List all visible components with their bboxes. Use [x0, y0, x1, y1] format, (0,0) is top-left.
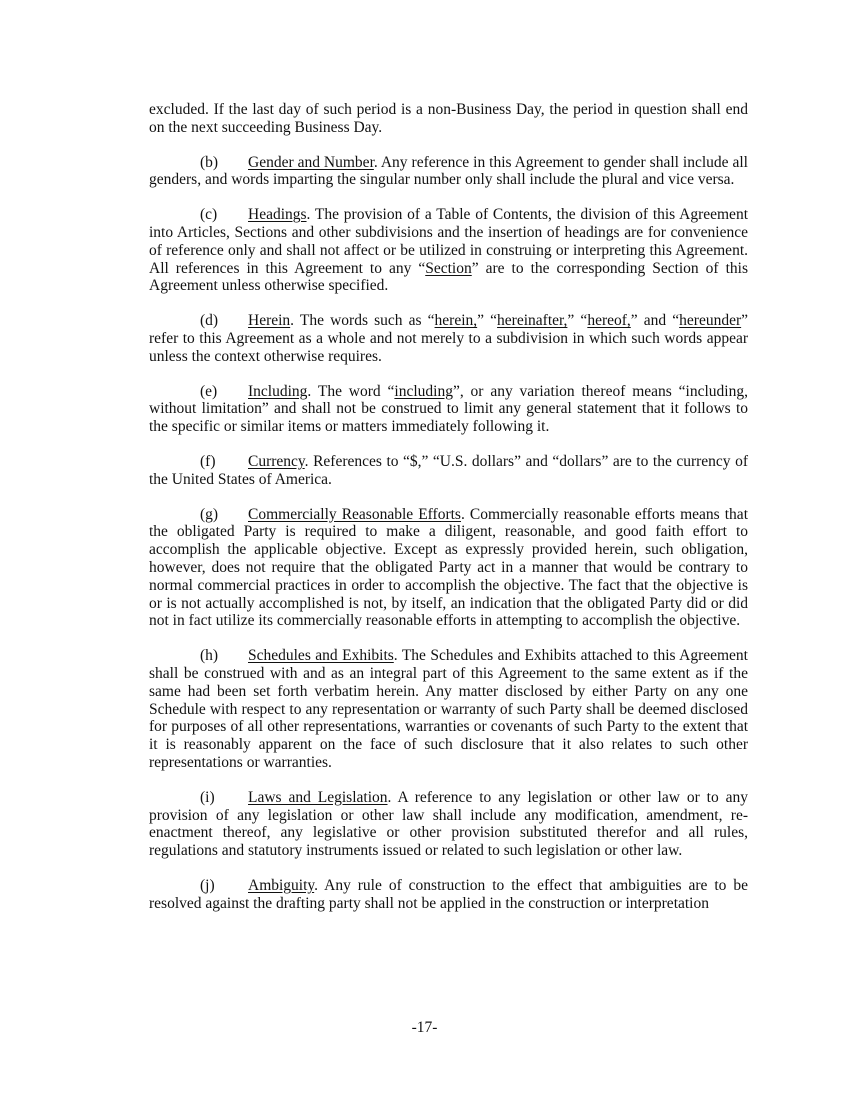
section-text: ”, or any variation thereof means “including, without limitation” and shall not be construed to limit any general statement that it follows to the specific or similar items or matters immediately following it.: [149, 382, 748, 436]
section-text: ” “: [477, 312, 498, 330]
section-number: (f): [200, 452, 216, 470]
defined-term: including: [394, 382, 453, 400]
section-text: . References to “$,” “U.S. dollars” and “dollars” are to the currency of the United States of America.: [149, 452, 748, 488]
section-c: [149, 206, 748, 295]
continuation-paragraph: excluded. If the last day of such period is a non-Business Day, the period in question shall end on the next succeeding Business Day.: [149, 101, 748, 136]
defined-term: hereunder: [679, 312, 742, 330]
defined-term: hereof,: [587, 312, 631, 330]
section-number: (c): [200, 206, 218, 224]
section-text: . The provision of a Table of Contents, the division of this Agreement into Articles, Sections and other subdivisions and the insertion of headings are for convenience of reference only and shall not affect or be utilized in construing or interpreting this Agreement. All references in this Agreement to any “: [149, 206, 748, 277]
section-text: . The words such as “: [290, 312, 435, 330]
section-text: ” refer to this Agreement as a whole and not merely to a subdivision in which such words appear unless the context otherwise requires.: [149, 312, 749, 365]
section-h: [149, 647, 748, 772]
section-number: (i): [200, 788, 215, 806]
section-title: Including: [248, 382, 308, 400]
section-i: [149, 789, 748, 860]
section-number: (b): [200, 153, 219, 171]
section-e: [149, 383, 748, 436]
section-text: . Any reference in this Agreement to gender shall include all genders, and words imparting the singular number only shall include the plural and vice versa.: [149, 153, 748, 189]
section-title: Ambiguity: [248, 876, 315, 894]
section-b: [149, 154, 748, 190]
defined-term: herein,: [434, 312, 478, 330]
section-number: (d): [200, 312, 219, 330]
defined-term: hereinafter,: [497, 312, 568, 330]
section-f: [149, 453, 748, 489]
section-text: . Commercially reasonable efforts means that the obligated Party is required to make a diligent, reasonable, and good faith effort to accomplish the applicable objective. Except as expressly provided herein, such obligation, however, does not require that the obligated Party act in a manner that would be contrary to normal commercial practices in order to accomplish the objective. The fact that the objective is or is not actually accomplished is not, by itself, an indication that the obligated Party did or did not in fact utilize its commercially reasonable efforts in attempting to accomplish the objective.: [149, 505, 748, 630]
section-number: (j): [200, 876, 215, 894]
section-text: . The word “: [307, 382, 395, 400]
section-number: (g): [200, 505, 219, 523]
section-number: (h): [200, 647, 219, 665]
section-text: ” and “: [630, 312, 680, 330]
defined-term: Section: [425, 259, 472, 277]
section-title: Schedules and Exhibits: [248, 647, 394, 665]
section-text: ” “: [567, 312, 588, 330]
section-title: Currency: [248, 452, 305, 470]
section-number: (e): [200, 382, 218, 400]
section-text: . The Schedules and Exhibits attached to this Agreement shall be construed with and as an integral part of this Agreement to the same extent as if the same had been set forth verbatim herein. Any matter disclosed by either Party on any one Schedule with respect to any representation or warranty of such Party shall be deemed disclosed for purposes of all other representations, warranties or covenants of such Party to the extent that it is reasonably apparent on the face of such disclosure that it also relates to such other representations or warranties.: [149, 647, 748, 771]
section-title: Gender and Number: [248, 153, 374, 171]
section-text: . Any rule of construction to the effect that ambiguities are to be resolved against the drafting party shall not be applied in the construction or interpretation: [149, 876, 748, 912]
page-body: [149, 101, 748, 929]
section-title: Herein: [248, 312, 291, 330]
section-text: . A reference to any legislation or other law or to any provision of any legislation or other law shall include any modification, amendment, re-enactment thereof, any legislative or other provision substituted therefor and all rules, regulations and statutory instruments issued or related to such legislation or other law.: [149, 788, 748, 860]
section-d: [149, 312, 748, 365]
section-title: Headings: [248, 206, 307, 224]
page-number: -17-: [411, 1019, 438, 1036]
section-title: Commercially Reasonable Efforts: [248, 505, 461, 523]
section-g: [149, 506, 748, 631]
section-text: ” are to the corresponding Section of this Agreement unless otherwise specified.: [149, 259, 748, 295]
section-j: [149, 877, 748, 913]
section-title: Laws and Legislation: [248, 788, 388, 806]
